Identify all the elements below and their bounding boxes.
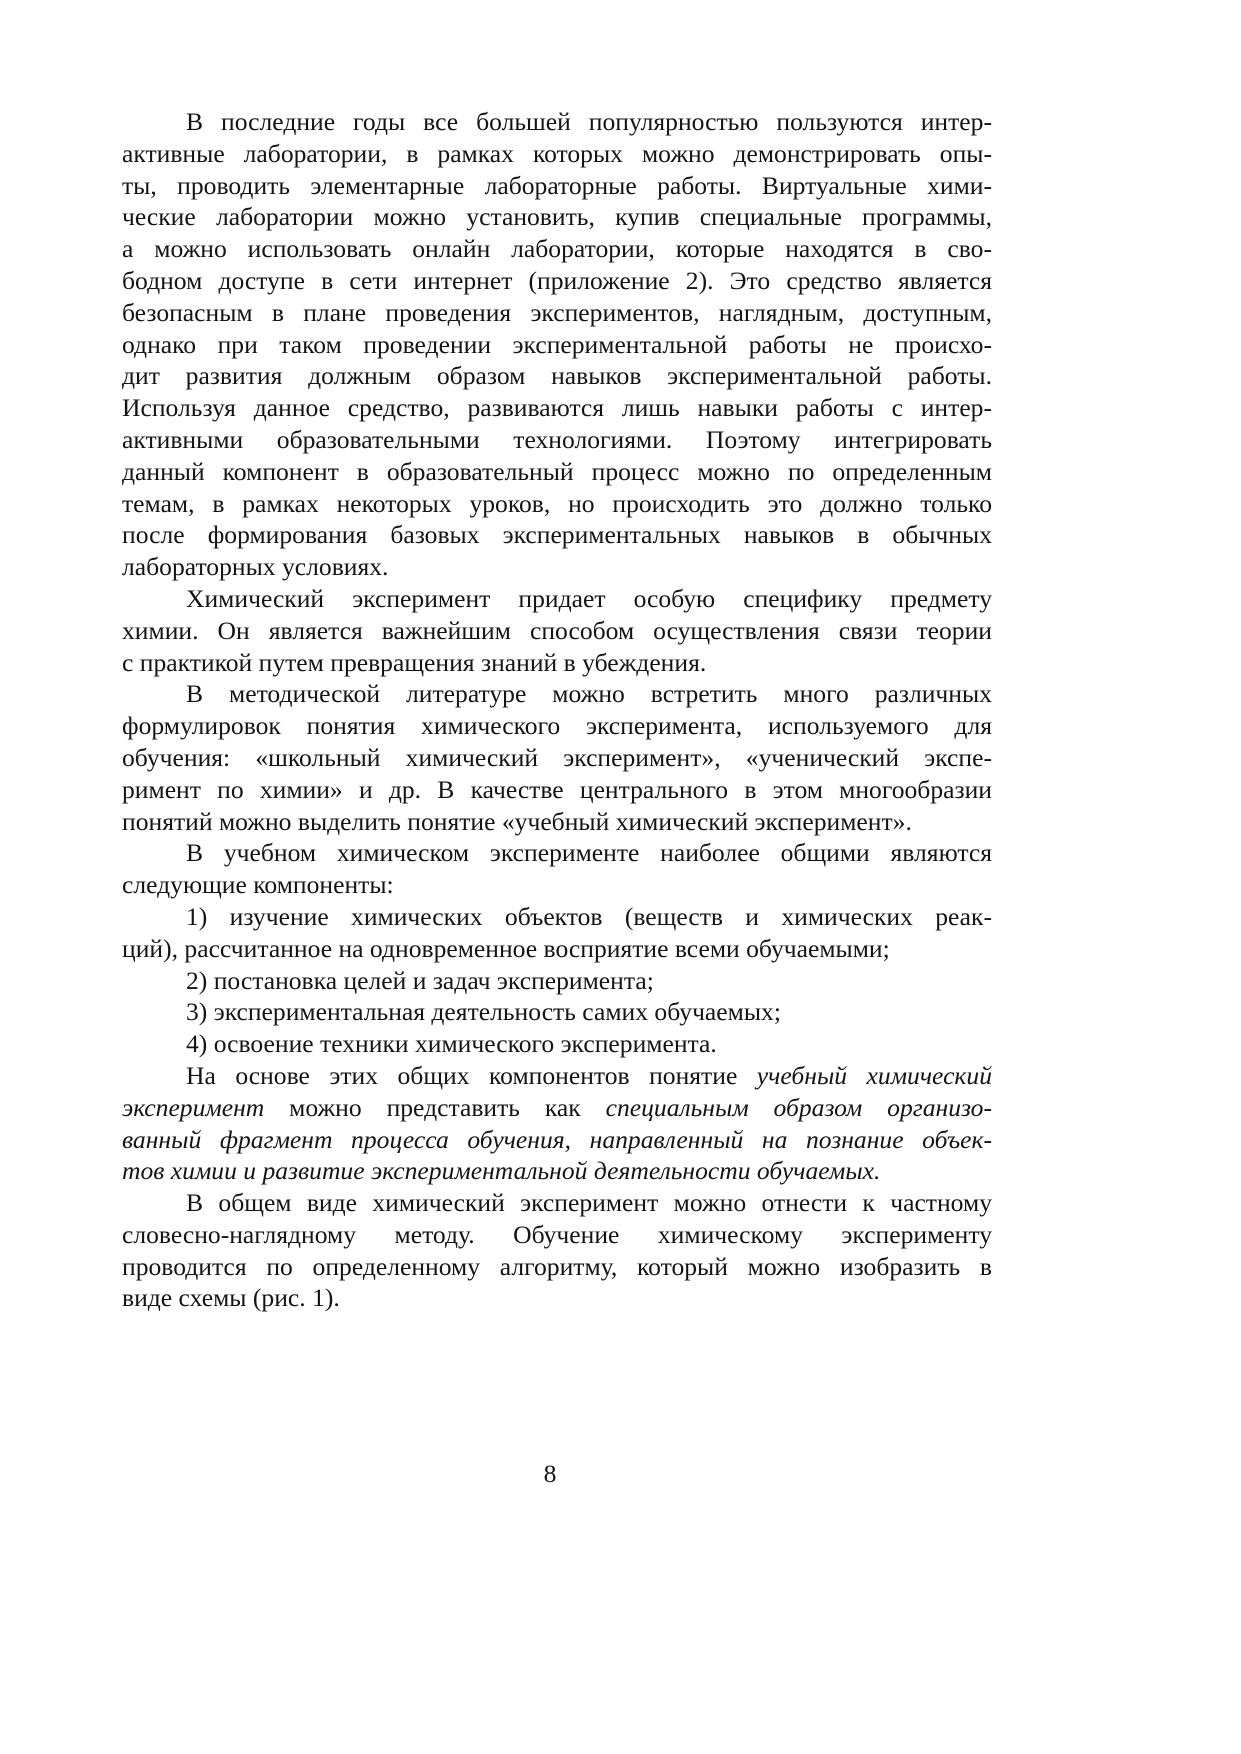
italic-text: ванный фрагмент процесса обучения, направленный на познание объек- <box>122 1124 992 1154</box>
text-line <box>122 710 992 742</box>
text-run: после формирования базовых экспериментальных навыков в обычных <box>122 520 992 550</box>
text-run: химии. Он является важнейшим способом осуществления связи теории <box>122 615 992 645</box>
text-run: В общем виде химический эксперимент можно отнести к частному <box>186 1188 992 1218</box>
text-line <box>122 1028 992 1060</box>
text-line <box>122 456 992 488</box>
text-run: однако при таком проведении экспериментальной работы не происхо- <box>122 329 992 359</box>
text-run: активные лаборатории, в рамках которых можно демонстрировать опы- <box>122 138 992 168</box>
paragraph-p3 <box>122 678 992 837</box>
text-line <box>122 1124 992 1156</box>
text-line <box>122 678 992 710</box>
text-run: ций), рассчитанное на одновременное восприятие всеми обучаемыми; <box>122 933 890 963</box>
text-run: можно представить как <box>264 1092 606 1122</box>
text-line <box>122 265 992 297</box>
text-run: Химический эксперимент придает особую специфику предмету <box>186 583 992 613</box>
text-line <box>122 392 992 424</box>
text-line <box>122 647 992 679</box>
text-line <box>122 488 992 520</box>
paragraph-p8 <box>122 1028 992 1060</box>
text-run: 4) освоение техники химического эксперимента. <box>186 1029 717 1059</box>
text-line <box>122 1251 992 1283</box>
text-line <box>122 329 992 361</box>
text-line <box>122 1092 992 1124</box>
text-line <box>122 1155 992 1187</box>
text-line <box>122 551 992 583</box>
italic-text: учебный химический <box>756 1060 992 1090</box>
text-line <box>122 965 992 997</box>
italic-text: тов химии и развитие экспериментальной деятельности обучаемых. <box>122 1156 881 1186</box>
text-line <box>122 774 992 806</box>
text-line <box>122 996 992 1028</box>
text-line <box>122 170 992 202</box>
text-run: а можно использовать онлайн лаборатории, которые находятся в сво- <box>122 234 992 264</box>
text-line <box>122 1060 992 1092</box>
page-number: 8 <box>543 1459 557 1488</box>
text-line <box>122 837 992 869</box>
text-run: В учебном химическом эксперименте наиболее общими являются <box>186 838 992 868</box>
paragraph-p5 <box>122 901 992 965</box>
text-line <box>122 297 992 329</box>
text-line <box>122 933 992 965</box>
text-line <box>122 519 992 551</box>
text-run: 1) изучение химических объектов (веществ и химических реак- <box>186 901 992 931</box>
text-line <box>122 901 992 933</box>
text-line <box>122 583 992 615</box>
text-line <box>122 106 992 138</box>
text-run: виде схемы (рис. 1). <box>122 1283 340 1313</box>
text-line <box>122 138 992 170</box>
paragraph-p4 <box>122 837 992 901</box>
text-line <box>122 1219 992 1251</box>
text-run: ческие лаборатории можно установить, купив специальные программы, <box>122 202 992 232</box>
text-run: безопасным в плане проведения экспериментов, наглядным, доступным, <box>122 297 992 327</box>
text-run: Используя данное средство, развиваются лишь навыки работы с интер- <box>122 393 992 423</box>
text-run: На основе этих общих компонентов понятие <box>186 1060 757 1090</box>
text-line <box>122 806 992 838</box>
text-line <box>122 1187 992 1219</box>
paragraph-p7 <box>122 996 992 1028</box>
text-line <box>122 615 992 647</box>
text-run: активными образовательными технологиями. Поэтому интегрировать <box>122 424 992 454</box>
text-run: понятий можно выделить понятие «учебный химический эксперимент». <box>122 806 912 836</box>
text-run: словесно-наглядному методу. Обучение химическому эксперименту <box>122 1219 992 1249</box>
text-run: проводится по определенному алгоритму, который можно изобразить в <box>122 1251 992 1281</box>
text-run: темам, в рамках некоторых уроков, но происходить это должно только <box>122 488 992 518</box>
text-run: В последние годы все большей популярностью пользуются интер- <box>186 107 992 136</box>
paragraph-p6 <box>122 965 992 997</box>
text-line <box>122 424 992 456</box>
text-run: следующие компоненты: <box>122 870 394 900</box>
text-run: ты, проводить элементарные лабораторные работы. Виртуальные хими- <box>122 170 992 200</box>
text-run: 2) постановка целей и задач эксперимента; <box>186 965 654 995</box>
text-run: с практикой путем превращения знаний в убеждения. <box>122 647 707 677</box>
paragraph-p10 <box>122 1187 992 1314</box>
body-text <box>122 106 992 1314</box>
text-run: данный компонент в образовательный процесс можно по определенным <box>122 456 992 486</box>
italic-text: специальным образом организо- <box>605 1092 992 1122</box>
text-run: дит развития должным образом навыков экспериментальной работы. <box>122 361 992 391</box>
text-line <box>122 233 992 265</box>
text-run: 3) экспериментальная деятельность самих обучаемых; <box>186 997 781 1027</box>
text-line <box>122 742 992 774</box>
paragraph-p1 <box>122 106 992 583</box>
text-line <box>122 360 992 392</box>
paragraph-p9 <box>122 1060 992 1187</box>
text-run: обучения: «школьный химический эксперимент», «ученический экспе- <box>122 742 992 772</box>
paragraph-p2 <box>122 583 992 678</box>
italic-text: эксперимент <box>122 1092 265 1122</box>
text-run: В методической литературе можно встретить много различных <box>186 679 992 709</box>
text-line <box>122 1282 992 1314</box>
text-line <box>122 201 992 233</box>
text-run: римент по химии» и др. В качестве центрального в этом многообразии <box>122 774 992 804</box>
text-line <box>122 869 992 901</box>
text-run: лабораторных условиях. <box>122 552 389 582</box>
text-run: формулировок понятия химического эксперимента, используемого для <box>122 711 992 741</box>
text-run: бодном доступе в сети интернет (приложение 2). Это средство является <box>122 265 992 295</box>
